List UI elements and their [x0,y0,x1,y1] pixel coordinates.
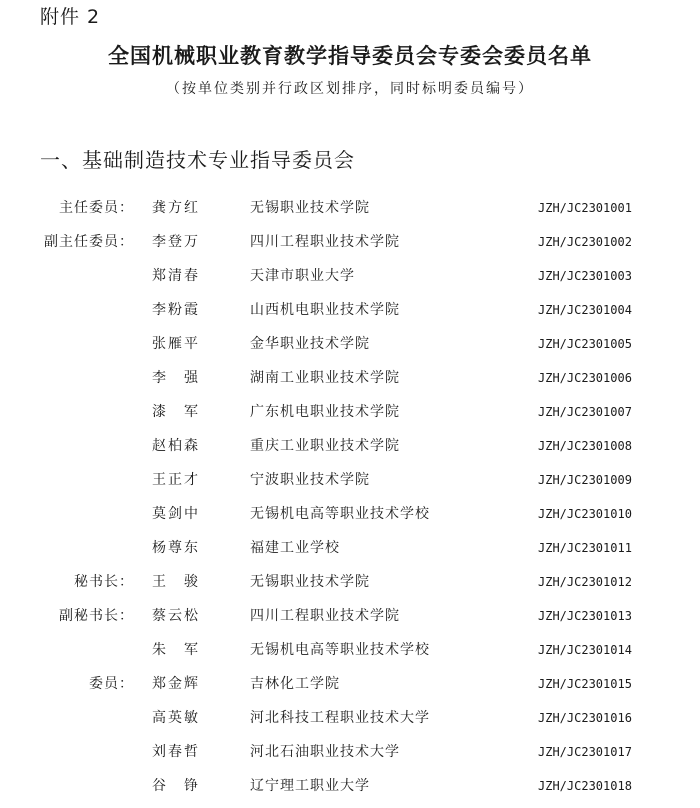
member-organization: 河北石油职业技术大学 [250,744,400,760]
member-row [0,366,700,400]
member-code: JZH/JC2301003 [538,269,632,283]
member-organization: 吉林化工学院 [250,676,340,692]
member-code: JZH/JC2301018 [538,779,632,793]
member-name: 漆 军 [152,404,200,420]
member-organization: 四川工程职业技术学院 [250,608,400,624]
member-name: 杨尊东 [152,540,200,556]
member-name: 莫剑中 [152,506,200,522]
member-organization: 重庆工业职业技术学院 [250,438,400,454]
member-organization: 无锡机电高等职业技术学校 [250,642,430,658]
member-organization: 山西机电职业技术学院 [250,302,400,318]
member-code: JZH/JC2301010 [538,507,632,521]
member-code: JZH/JC2301009 [538,473,632,487]
member-role: 副主任委员： [44,234,134,250]
member-name: 郑金辉 [152,676,200,692]
member-row [0,502,700,536]
member-role: 副秘书长： [59,608,134,624]
member-row [0,706,700,740]
member-code: JZH/JC2301002 [538,235,632,249]
member-organization: 辽宁理工职业大学 [250,778,370,794]
member-code: JZH/JC2301015 [538,677,632,691]
member-code: JZH/JC2301001 [538,201,632,215]
member-name: 李 强 [152,370,200,386]
member-organization: 福建工业学校 [250,540,340,556]
member-name: 龚方红 [152,200,200,216]
member-organization: 湖南工业职业技术学院 [250,370,400,386]
member-code: JZH/JC2301007 [538,405,632,419]
member-name: 刘春哲 [152,744,200,760]
member-code: JZH/JC2301005 [538,337,632,351]
member-code: JZH/JC2301016 [538,711,632,725]
member-role: 主任委员： [59,200,134,216]
member-code: JZH/JC2301008 [538,439,632,453]
member-row [0,672,700,706]
member-organization: 无锡机电高等职业技术学校 [250,506,430,522]
member-organization: 宁波职业技术学院 [250,472,370,488]
member-role: 秘书长： [74,574,134,590]
document-title: 全国机械职业教育教学指导委员会专委会委员名单 [108,44,592,68]
member-organization: 金华职业技术学院 [250,336,370,352]
member-code: JZH/JC2301017 [538,745,632,759]
member-organization: 无锡职业技术学院 [250,574,370,590]
member-row [0,570,700,604]
member-name: 王正才 [152,472,200,488]
member-name: 李粉霞 [152,302,200,318]
member-row [0,638,700,672]
member-code: JZH/JC2301012 [538,575,632,589]
member-row [0,196,700,230]
member-row [0,740,700,774]
member-row [0,264,700,298]
member-name: 蔡云松 [152,608,200,624]
member-code: JZH/JC2301014 [538,643,632,657]
member-row [0,468,700,502]
member-code: JZH/JC2301006 [538,371,632,385]
member-name: 谷 铮 [152,778,200,794]
member-row [0,332,700,366]
attachment-label: 附件 2 [40,6,101,28]
section-heading: 一、基础制造技术专业指导委员会 [40,148,355,172]
member-name: 赵柏森 [152,438,200,454]
member-name: 高英敏 [152,710,200,726]
member-code: JZH/JC2301004 [538,303,632,317]
member-organization: 河北科技工程职业技术大学 [250,710,430,726]
member-name: 王 骏 [152,574,200,590]
member-list [0,196,700,808]
document-subtitle: （按单位类别并行政区划排序，同时标明委员编号） [166,81,534,97]
member-code: JZH/JC2301011 [538,541,632,555]
member-name: 张雁平 [152,336,200,352]
member-row [0,230,700,264]
member-organization: 四川工程职业技术学院 [250,234,400,250]
member-role: 委员： [89,676,134,692]
member-name: 郑清春 [152,268,200,284]
member-row [0,298,700,332]
member-row [0,536,700,570]
member-organization: 广东机电职业技术学院 [250,404,400,420]
member-name: 朱 军 [152,642,200,658]
member-row [0,434,700,468]
member-organization: 无锡职业技术学院 [250,200,370,216]
member-organization: 天津市职业大学 [250,268,355,284]
member-code: JZH/JC2301013 [538,609,632,623]
member-name: 李登万 [152,234,200,250]
member-row [0,774,700,808]
member-row [0,604,700,638]
member-row [0,400,700,434]
